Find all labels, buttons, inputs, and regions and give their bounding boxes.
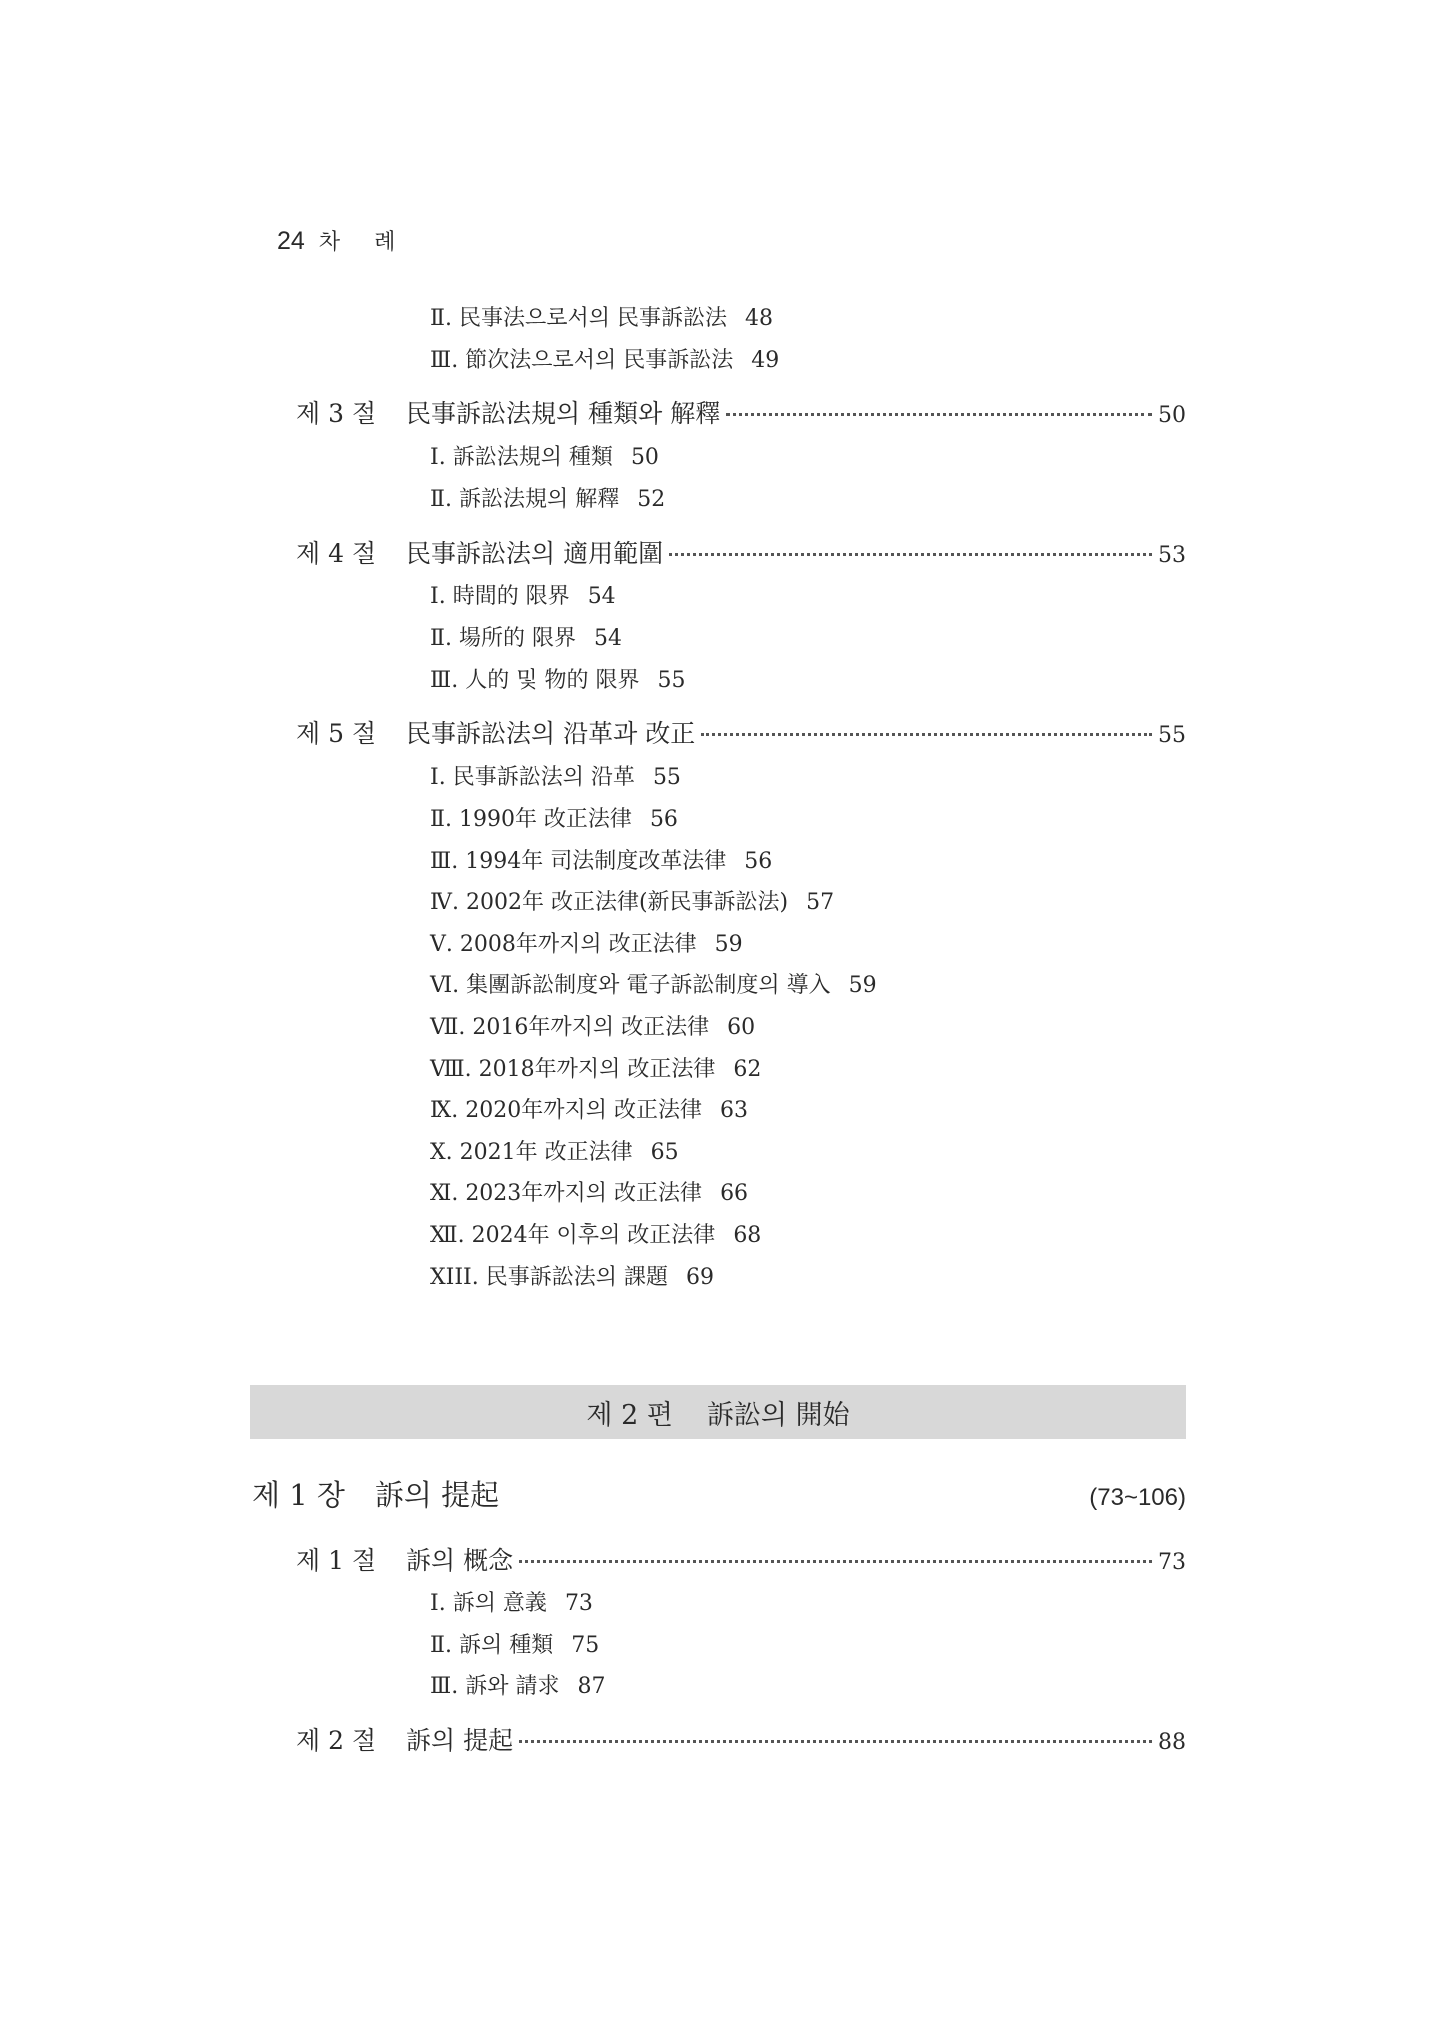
section-title: 民事訴訟法規의 種類와 解釋 (406, 399, 721, 428)
toc-item[interactable]: Ⅰ. 訴訟法規의 種類 50 (430, 445, 659, 470)
toc-item[interactable]: Ⅱ. 訴의 種類 75 (430, 1633, 600, 1658)
leader-dots (701, 732, 1152, 736)
running-header (277, 225, 429, 256)
chapter-title: 訴의 提起 (374, 1478, 500, 1512)
section-page: 55 (1158, 723, 1186, 748)
part-heading[interactable] (250, 1385, 1186, 1439)
toc-item[interactable]: Ⅵ. 集團訴訟制度와 電子訴訟制度의 導入 59 (430, 973, 877, 998)
section-page: 53 (1158, 543, 1186, 568)
section-page: 73 (1158, 1550, 1186, 1575)
toc-item[interactable]: Ⅰ. 時間的 限界 54 (430, 584, 616, 609)
chapter-page-range: (73~106) (1089, 1484, 1186, 1511)
chapter-label: 제 1 장 (252, 1478, 345, 1512)
section-title: 民事訴訟法의 適用範圍 (406, 539, 664, 568)
toc-item[interactable]: Ⅱ. 訴訟法規의 解釋 52 (430, 487, 666, 512)
section-title: 民事訴訟法의 沿革과 改正 (406, 719, 696, 748)
toc-item[interactable]: Ⅲ. 1994年 司法制度改革法律 56 (430, 849, 773, 874)
chapter-heading[interactable] (252, 1473, 1186, 1514)
section-label: 제 3 절 (296, 399, 377, 428)
toc-section[interactable] (296, 401, 1186, 427)
toc-item[interactable]: Ⅱ. 1990年 改正法律 56 (430, 807, 678, 832)
toc-item[interactable]: Ⅰ. 民事訴訟法의 沿革 55 (430, 765, 681, 790)
toc-section[interactable] (296, 541, 1186, 567)
part-label: 제 2 편 (586, 1399, 673, 1431)
toc-item[interactable]: Ⅺ. 2023年까지의 改正法律 66 (430, 1181, 749, 1206)
toc-item[interactable]: Ⅲ. 人的 및 物的 限界 55 (430, 668, 686, 693)
leader-dots (519, 1559, 1152, 1563)
part-title: 訴訟의 開始 (706, 1399, 850, 1431)
leader-dots (669, 552, 1152, 556)
toc-item[interactable]: Ⅴ. 2008年까지의 改正法律 59 (430, 932, 743, 957)
toc-item[interactable]: Ⅰ. 訴의 意義 73 (430, 1591, 593, 1616)
section-page: 88 (1158, 1730, 1186, 1755)
leader-dots (519, 1739, 1152, 1743)
toc-item[interactable]: Ⅲ. 訴와 請求 87 (430, 1674, 606, 1699)
section-label: 제 2 절 (296, 1726, 377, 1755)
section-page: 50 (1158, 403, 1186, 428)
section-label: 제 5 절 (296, 719, 377, 748)
toc-section[interactable] (296, 721, 1186, 747)
toc-item[interactable]: Ⅱ. 場所的 限界 54 (430, 626, 622, 651)
toc-item[interactable]: Ⅱ. 民事法으로서의 民事訴訟法 48 (430, 306, 773, 331)
toc-item[interactable]: Ⅷ. 2018年까지의 改正法律 62 (430, 1057, 762, 1082)
toc-item[interactable]: Ⅸ. 2020年까지의 改正法律 63 (430, 1098, 748, 1123)
toc-item[interactable]: Ⅻ. 2024年 이후의 改正法律 68 (430, 1223, 762, 1248)
toc-section[interactable] (296, 1548, 1186, 1574)
section-title: 訴의 概念 (406, 1546, 514, 1575)
toc-section[interactable] (296, 1728, 1186, 1754)
toc-item[interactable]: Ⅹ. 2021年 改正法律 65 (430, 1140, 679, 1165)
toc-item[interactable]: Ⅶ. 2016年까지의 改正法律 60 (430, 1015, 756, 1040)
page-number: 24 (277, 227, 305, 255)
toc-item[interactable]: Ⅳ. 2002年 改正法律(新民事訴訟法) 57 (430, 890, 835, 915)
section-label: 제 1 절 (296, 1546, 377, 1575)
section-label: 제 4 절 (296, 539, 377, 568)
section-title: 訴의 提起 (406, 1726, 514, 1755)
leader-dots (726, 412, 1152, 416)
page-title: 차례 (318, 230, 430, 255)
toc-item[interactable]: Ⅲ. 節次法으로서의 民事訴訟法 49 (430, 348, 780, 373)
toc-item[interactable]: XIII. 民事訴訟法의 課題 69 (430, 1265, 714, 1290)
